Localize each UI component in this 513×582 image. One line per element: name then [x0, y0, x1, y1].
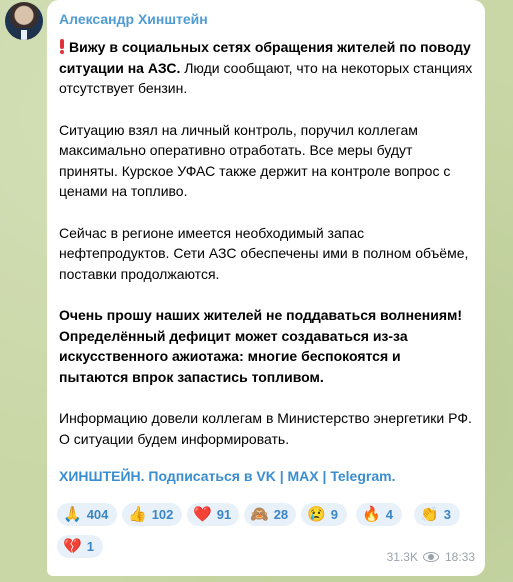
telegram-link[interactable]: Telegram	[330, 468, 392, 484]
reaction-clapping[interactable]	[414, 503, 460, 526]
see-no-evil-monkey-icon: 🙈	[250, 506, 269, 523]
subscribe-links	[59, 466, 473, 486]
reaction-count: 28	[273, 507, 289, 522]
reaction-see-no-evil[interactable]	[244, 503, 296, 526]
reaction-count: 3	[443, 507, 451, 522]
crying-face-icon: 😢	[307, 506, 326, 523]
reaction-count: 404	[86, 507, 109, 522]
broken-heart-icon: 💔	[63, 538, 82, 555]
paragraph-1-bold: Вижу в социальных сетях обращения жителей по поводу ситуации на АЗС.	[59, 39, 471, 76]
paragraph-1	[59, 37, 473, 99]
paragraph-3: Сейчас в регионе имеется необходимый запас нефтепродуктов. Сети АЗС обеспечены ими в полном объёме, поставки продолжаются.	[59, 224, 469, 282]
thumbs-up-icon: 👍	[128, 506, 147, 523]
message-bubble	[47, 0, 485, 576]
clapping-icon: 👏	[420, 506, 439, 523]
reaction-count: 91	[216, 507, 232, 522]
paragraph-2: Ситуацию взял на личный контроль, поручил коллегам максимально оперативно отработать. Все меры будут приняты. Курское УФАС также держит на контроле вопрос с ценами на топливо.	[59, 121, 451, 199]
reaction-count: 4	[385, 507, 393, 522]
vk-link[interactable]: VK	[256, 468, 276, 484]
max-link[interactable]: MAX	[287, 468, 319, 484]
view-count: 31.3K	[386, 550, 418, 564]
paragraph-4: Очень прошу наших жителей не поддаваться волнениям! Определённый дефицит может создаваться из-за искусственного ажиотажа: многие беспокоятся и пытаются впрок запастись топливом.	[59, 307, 463, 385]
message-time: 18:33	[444, 550, 475, 564]
links-separator: |	[318, 468, 331, 484]
heart-icon: ❤️	[193, 506, 212, 523]
exclamation-icon	[59, 39, 65, 54]
reaction-count: 102	[151, 507, 174, 522]
links-prefix: ХИНШТЕЙН. Подписаться в	[59, 468, 257, 484]
links-suffix: .	[391, 468, 396, 484]
channel-avatar[interactable]	[5, 2, 43, 40]
avatar-shirt	[21, 30, 27, 40]
author-name[interactable]: Александр Хинштейн	[59, 11, 208, 27]
reaction-count: 1	[86, 539, 94, 554]
paragraph-1-rest: Люди сообщают, что на некоторых станциях отсутствует бензин.	[59, 59, 473, 96]
reaction-count: 9	[330, 507, 338, 522]
pray-icon: 🙏	[63, 506, 82, 523]
reaction-pray[interactable]	[57, 503, 117, 526]
eye-icon	[423, 552, 439, 562]
message-text	[59, 37, 473, 449]
reaction-crying[interactable]	[301, 503, 347, 526]
reaction-heart[interactable]	[187, 503, 239, 526]
paragraph-5: Информацию довели коллегам в Министерство энергетики РФ. О ситуации будем информировать.	[59, 410, 472, 447]
reaction-fire[interactable]	[356, 503, 402, 526]
reaction-thumbs-up[interactable]	[122, 503, 182, 526]
fire-icon: 🔥	[362, 506, 381, 523]
message-meta	[387, 550, 475, 564]
reaction-broken-heart[interactable]	[57, 535, 103, 558]
links-separator: |	[275, 468, 288, 484]
